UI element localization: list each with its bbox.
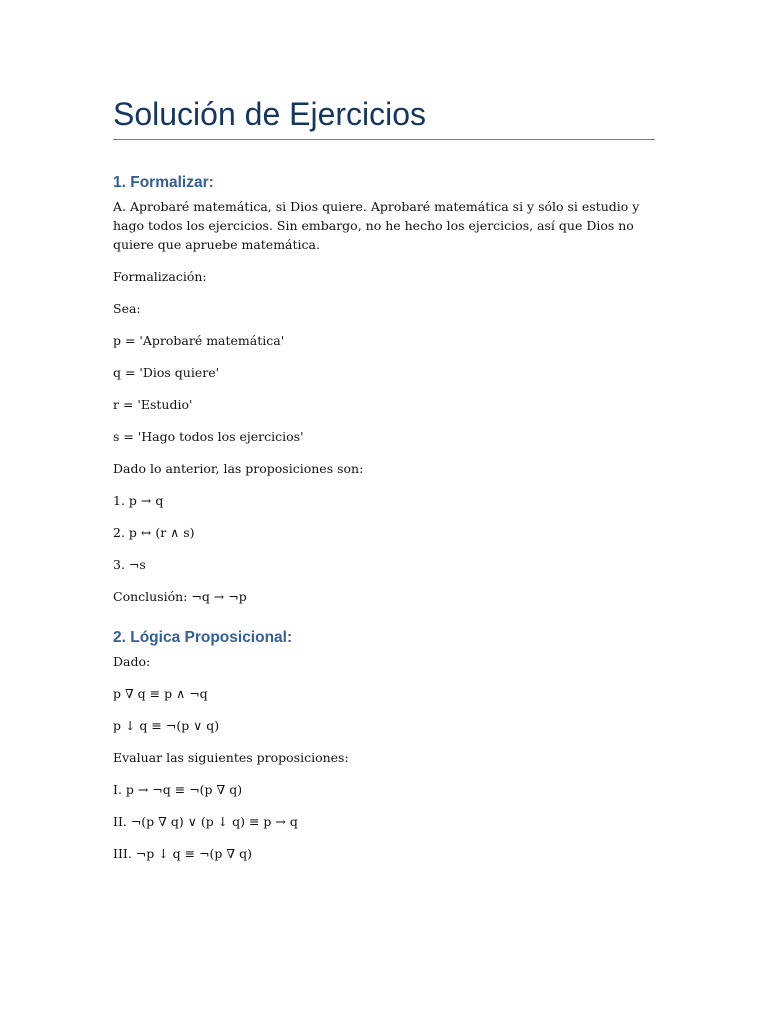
section-1-statement: A. Aprobaré matemática, si Dios quiere. Aprobaré matemática si y sólo si estudio y hago todos los ejercicios. Sin embargo, no he hecho los ejercicios, así que Dios no quiere que apruebe matemática. [113, 199, 640, 252]
section-1-heading: 1. Formalizar: [113, 174, 214, 191]
evaluate-intro: Evaluar las siguientes proposiciones: [113, 750, 349, 765]
conclusion: Conclusión: ¬q → ¬p [113, 589, 247, 604]
document-page [113, 0, 655, 863]
given-label: Dado: [113, 654, 151, 669]
definition-nor: p ↓ q ≡ ¬(p ∨ q) [113, 718, 220, 733]
proposition-1: 1. p → q [113, 493, 164, 508]
variable-r-definition: r = 'Estudio' [113, 397, 193, 412]
section-2-heading: 2. Lógica Proposicional: [113, 629, 293, 646]
proposition-2: 2. p ↔ (r ∧ s) [113, 525, 195, 540]
proposition-iii: III. ¬p ↓ q ≡ ¬(p ∇ q) [113, 846, 252, 861]
definition-nabla: p ∇ q ≡ p ∧ ¬q [113, 686, 208, 701]
propositions-intro: Dado lo anterior, las proposiciones son: [113, 461, 364, 476]
formalization-label: Formalización: [113, 269, 207, 284]
variable-s-definition: s = 'Hago todos los ejercicios' [113, 429, 304, 444]
document-title: Solución de Ejercicios [113, 0, 655, 140]
proposition-i: I. p → ¬q ≡ ¬(p ∇ q) [113, 782, 243, 797]
proposition-ii: II. ¬(p ∇ q) ∨ (p ↓ q) ≡ p → q [113, 814, 298, 829]
variable-p-definition: p = 'Aprobaré matemática' [113, 333, 285, 348]
variable-q-definition: q = 'Dios quiere' [113, 365, 220, 380]
proposition-3: 3. ¬s [113, 557, 146, 572]
let-label: Sea: [113, 301, 141, 316]
